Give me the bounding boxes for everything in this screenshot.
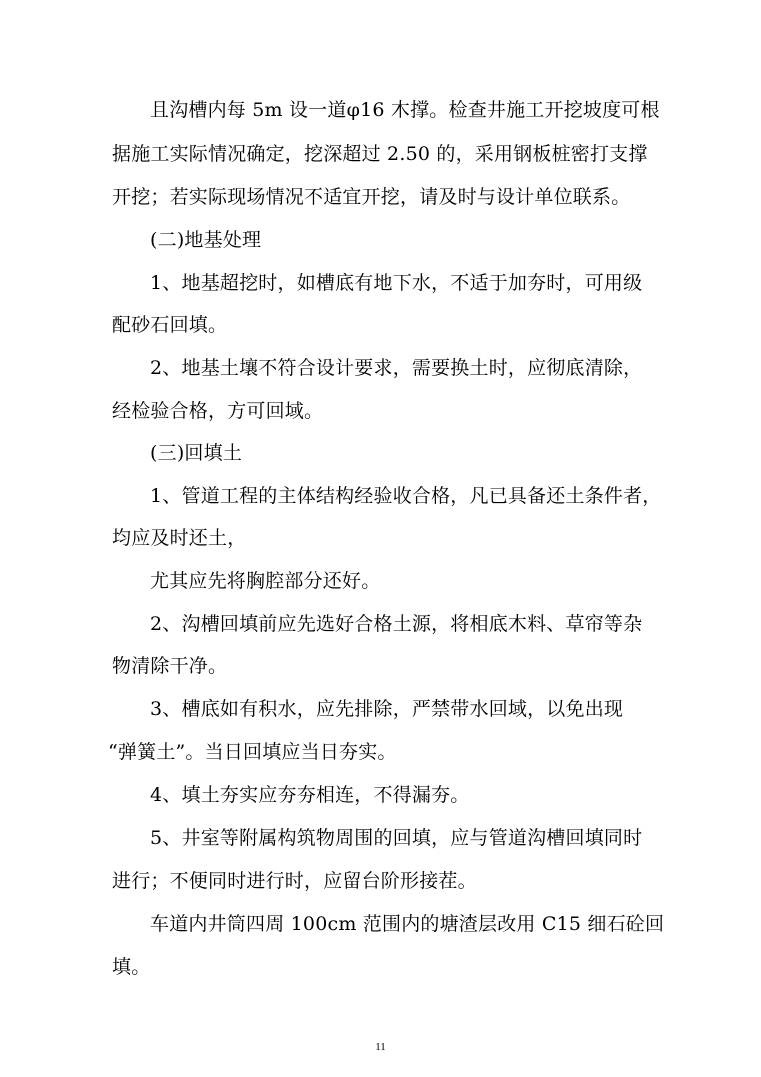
- section-heading-3: (三)回填土: [150, 442, 243, 464]
- text-line-15: 3、槽底如有积水，应先排除，严禁带水回域，以免出现: [150, 698, 624, 720]
- text-line-16: “弹簧土”。当日回填应当日夯实。: [108, 741, 397, 763]
- text-line-19: 进行；不便同时进行时，应留台阶形接茬。: [112, 870, 477, 892]
- text-line-14: 物清除干净。: [112, 655, 228, 677]
- text-line-11: 均应及时还土，: [112, 527, 247, 549]
- text-line-21: 填。: [112, 956, 151, 978]
- text-line-20: 车道内井筒四周 100cm 范围内的塘渣层改用 C15 细石砼回: [150, 913, 665, 935]
- text-line-12: 尤其应先将胸腔部分还好。: [150, 570, 381, 592]
- text-line-13: 2、沟槽回填前应先选好合格土源，将相底木料、草帘等杂: [150, 613, 643, 635]
- section-heading-2: (二)地基处理: [150, 229, 262, 251]
- text-line-6: 配砂石回填。: [112, 314, 228, 336]
- text-line-8: 经检验合格，方可回域。: [112, 400, 324, 422]
- text-line-1: 且沟槽内每 5m 设一道φ16 木撑。检查井施工开挖坡度可根: [150, 99, 660, 121]
- text-line-5: 1、地基超挖时，如槽底有地下水，不适于加夯时，可用级: [150, 272, 643, 294]
- text-line-18: 5、井室等附属构筑物周围的回填，应与管道沟槽回填同时: [150, 827, 643, 849]
- text-line-17: 4、填土夯实应夯夯相连，不得漏夯。: [150, 784, 470, 806]
- page-number: 11: [375, 1041, 386, 1053]
- text-line-7: 2、地基土壤不符合设计要求，需要换土时，应彻底清除，: [150, 357, 643, 379]
- text-line-10: 1、管道工程的主体结构经验收合格，凡已具备还土条件者，: [150, 485, 662, 507]
- text-line-3: 开挖；若实际现场情况不适宜开挖，请及时与设计单位联系。: [112, 186, 631, 208]
- text-line-2: 据施工实际情况确定，挖深超过 2.50 的，采用钢板桩密打支撑: [112, 143, 648, 165]
